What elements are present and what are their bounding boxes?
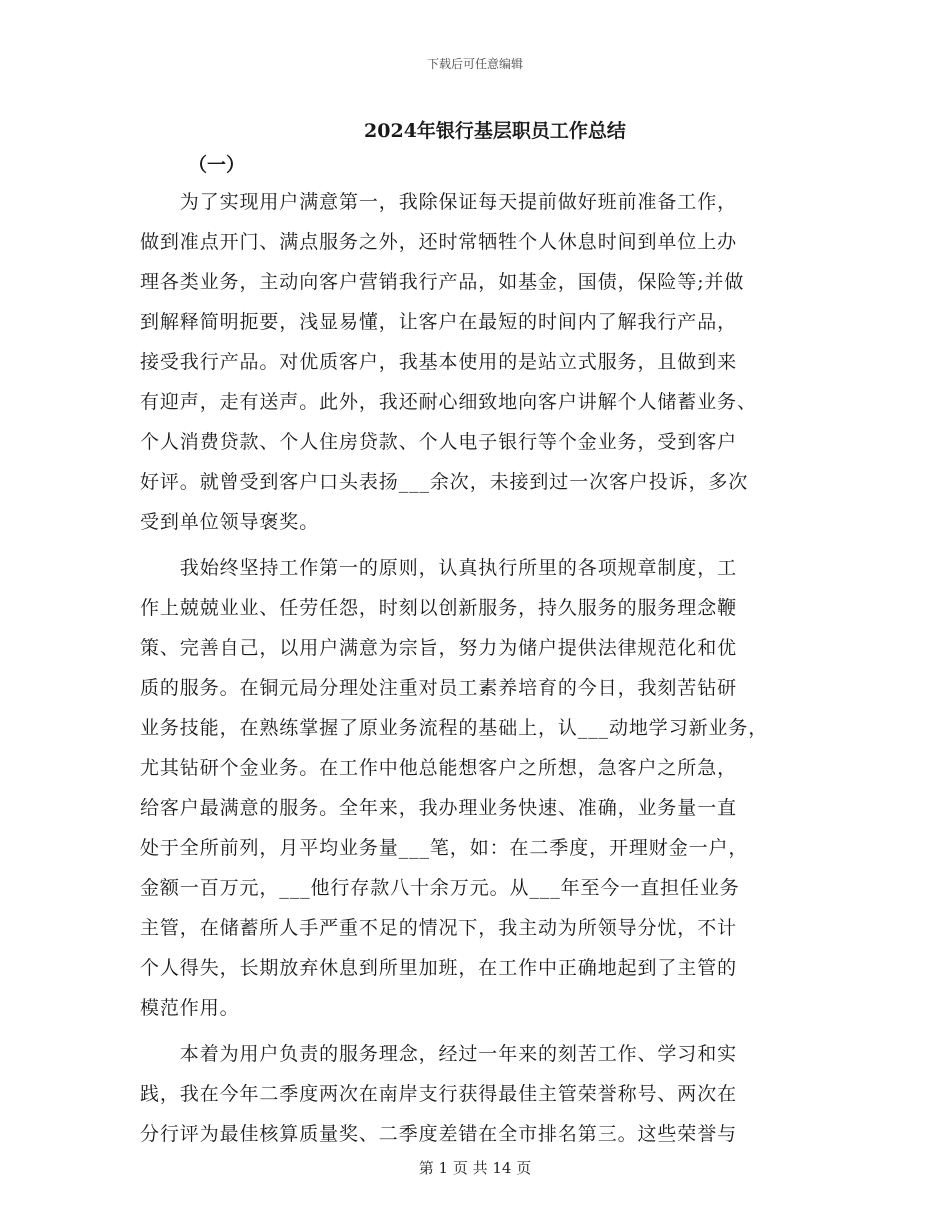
document-title: 2024年银行基层职员工作总结	[364, 120, 626, 142]
text-line: 主管，在储蓄所人手严重不足的情况下，我主动为所领导分忧，不计	[140, 917, 738, 939]
text-line: 有迎声，走有送声。此外，我还耐心细致地向客户讲解个人储蓄业务、	[140, 391, 757, 413]
paragraph-1	[140, 182, 820, 542]
text-line: 处于全所前列，月平均业务量___笔，如：在二季度，开理财金一户，	[140, 837, 749, 859]
section-label: （一）	[188, 154, 246, 176]
text-line: 个人得失，长期放弃休息到所里加班，在工作中正确地起到了主管的	[140, 957, 738, 979]
text-line: 理各类业务，主动向客户营销我行产品，如基金，国债，保险等;并做	[140, 271, 745, 293]
text-line: 好评。就曾受到客户口头表扬___余次，未接到过一次客户投诉，多次	[140, 471, 749, 493]
text-line: 金额一百万元，___他行存款八十余万元。从___年至今一直担任业务	[140, 877, 740, 899]
text-line: 受到单位领导褒奖。	[140, 511, 320, 533]
header-note: 下载后可任意编辑	[426, 57, 523, 71]
text-line: 尤其钻研个金业务。在工作中他总能想客户之所想，急客户之所急，	[140, 757, 738, 779]
text-line: 做到准点开门、满点服务之外，还时常牺牲个人休息时间到单位上办	[140, 231, 738, 253]
text-line: 本着为用户负责的服务理念，经过一年来的刻苦工作、学习和实	[140, 1043, 738, 1065]
text-line: 个人消费贷款、个人住房贷款、个人电子银行等个金业务，受到客户	[140, 431, 738, 453]
text-line: 到解释简明扼要，浅显易懂，让客户在最短的时间内了解我行产品，	[140, 311, 738, 333]
page-footer: 第 1 页 共 14 页	[418, 1159, 532, 1177]
text-line: 策、完善自己，以用户满意为宗旨，努力为储户提供法律规范化和优	[140, 637, 738, 659]
text-line: 作上兢兢业业、任劳任怨，时刻以创新服务，持久服务的服务理念鞭	[140, 597, 738, 619]
text-line: 践，我在今年二季度两次在南岸支行获得最佳主管荣誉称号、两次在	[140, 1083, 738, 1105]
text-line: 给客户最满意的服务。全年来，我办理业务快速、准确，业务量一直	[140, 797, 738, 819]
document-body	[140, 182, 820, 1154]
text-line: 质的服务。在铜元局分理处注重对员工素养培育的今日，我刻苦钻研	[140, 677, 738, 699]
paragraph-3	[140, 1034, 820, 1154]
text-line: 业务技能，在熟练掌握了原业务流程的基础上，认___动地学习新业务，	[140, 717, 769, 739]
text-line: 接受我行产品。对优质客户，我基本使用的是站立式服务，且做到来	[140, 351, 738, 373]
paragraph-2	[140, 548, 820, 1028]
text-line: 模范作用。	[140, 997, 240, 1019]
text-line: 分行评为最佳核算质量奖、二季度差错在全市排名第三。这些荣誉与	[140, 1123, 738, 1145]
text-line: 我始终坚持工作第一的原则，认真执行所里的各项规章制度，工	[140, 557, 738, 579]
text-line: 为了实现用户满意第一，我除保证每天提前做好班前准备工作，	[140, 191, 738, 213]
